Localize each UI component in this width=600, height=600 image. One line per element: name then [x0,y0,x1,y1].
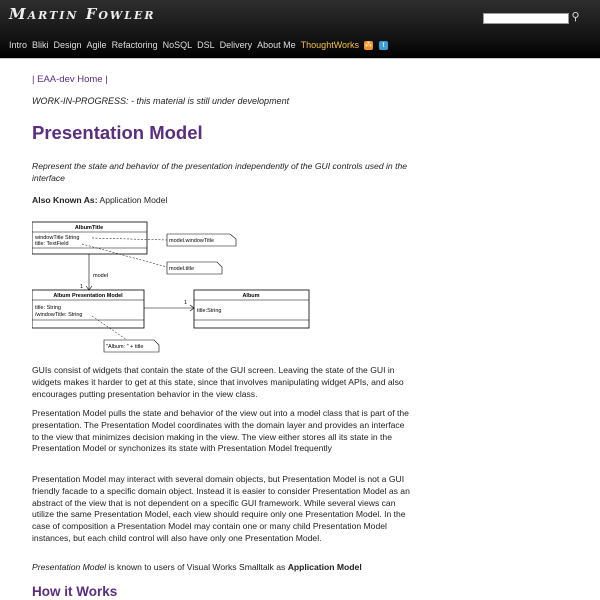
nav-nosql[interactable]: NoSQL [162,40,193,50]
svg-text:Album: Album [242,293,260,299]
search-icon[interactable]: ⚲ [571,11,580,23]
nav-bliki[interactable]: Bliki [32,40,49,50]
section-heading: How it Works [32,584,118,599]
aka-value: Application Model [99,194,168,205]
paragraph: GUIs consist of widgets that contain the state of the GUI screen. Leaving the state of the GUI in widgets makes it harder to get at this state, since that involves manipulating widget APIs, and also encourages putting presentation behavior in the view class. [32,365,404,399]
nav-intro[interactable]: Intro [9,40,28,50]
twitter-icon[interactable]: t [379,41,388,50]
header-divider [0,58,600,59]
note-window-title [167,234,236,246]
assoc-label: model [93,273,108,279]
intent-text: Represent the state and behavior of the presentation independently of the GUI controls used in the interface [32,161,408,184]
nav-thoughtworks[interactable]: ThoughtWorks [300,40,360,50]
class-field: title: TextField [35,241,69,247]
nav-agile[interactable]: Agile [86,40,107,50]
svg-text:Album Presentation Model: Album Presentation Model [53,293,123,299]
also-known-as [32,195,412,207]
svg-text:title:String: title:String [197,308,222,314]
nav-design[interactable]: Design [53,40,82,50]
wip-notice: WORK-IN-PROGRESS: - this material is still under development [32,95,290,106]
paragraph: Presentation Model is known to users of Visual Works Smalltalk as Application Model [32,562,362,572]
class-presentation-model [32,290,144,328]
nav-about-me[interactable]: About Me [257,40,296,50]
nav-delivery[interactable]: Delivery [219,40,253,50]
svg-text:model.title: model.title [169,266,195,272]
page-title: Presentation Model [32,121,203,143]
term-bold: Application Model [287,562,362,572]
svg-text:/windowTitle: String: /windowTitle: String [35,312,83,318]
nav-dsl[interactable]: DSL [197,40,215,50]
class-album [194,290,309,328]
class-album-title [32,222,147,254]
main-nav [9,40,388,50]
site-header [0,0,600,58]
multiplicity: 1 [80,284,84,290]
paragraph: Presentation Model may interact with several domain objects, but Presentation Model is not a GUI friendly facade to a specific domain object. Instead it is easier to consider Presentation Model as an abstract of the view that is not dependent on a specific GUI framework. While several views can utilize the same Presentation Model, each view should require only one Presentation Model. In the case of composition a Presentation Model may contain one or many child Presentation Model instances, but each child control will also have only one Presentation Model. [32,474,410,543]
article [32,74,412,599]
nav-refactoring[interactable]: Refactoring [111,40,158,50]
paragraph: Presentation Model pulls the state and behavior of the view out into a model class that is part of the presentation. The Presentation Model coordinates with the domain layer and provides an interface to the view that minimizes decision making in the view. The view either stores all its state in the Presentation Model or synchonizes its state with Presentation Model frequently [32,408,409,454]
class-field: windowTitle String [35,235,80,241]
svg-text:"Album: " + title: "Album: " + title [106,344,144,350]
breadcrumb[interactable]: | EAA-dev Home | [32,74,108,85]
uml-diagram [32,220,322,360]
note-title [167,262,222,274]
aka-label: Also Known As: [32,194,98,205]
site-logo[interactable]: Martin Fowler [9,5,156,23]
multiplicity: 1 [184,300,188,306]
svg-text:title: String: title: String [35,305,61,311]
note-album-title [104,340,159,352]
rss-icon[interactable]: ⁂ [365,41,373,49]
term: Presentation Model [32,562,107,572]
svg-text:model.windowTitle: model.windowTitle [169,238,215,244]
class-name: AlbumTitle [74,225,104,231]
search-input[interactable] [483,13,569,24]
